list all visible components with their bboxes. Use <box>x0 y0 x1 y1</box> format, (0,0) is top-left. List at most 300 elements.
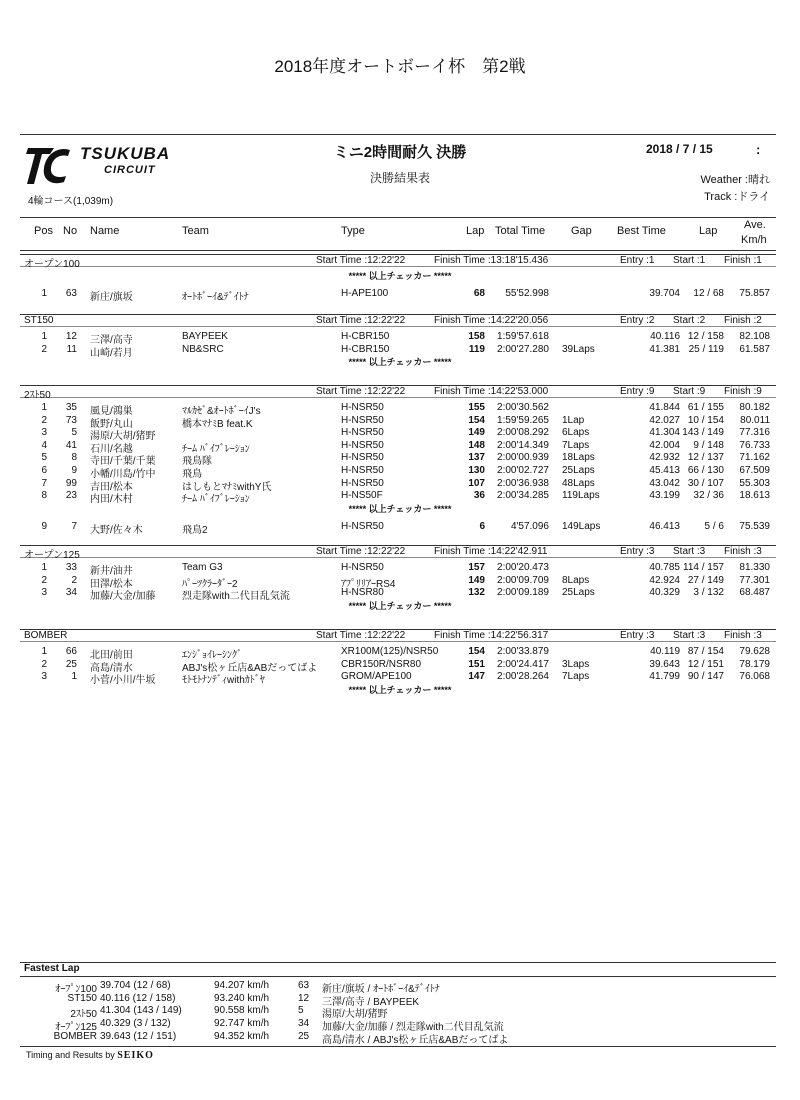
cell-type: ｱﾌﾟﾘﾘｱｰRS4 <box>341 578 396 590</box>
section-start-count: Start :9 <box>673 386 706 397</box>
section-finish-count: Finish :3 <box>724 630 762 641</box>
cell-no: 8 <box>71 452 77 464</box>
fastest-speed: 94.352 km/h <box>214 1030 270 1042</box>
cell-best: 42.027 <box>649 414 680 426</box>
cell-best: 41.844 <box>649 402 680 413</box>
cell-name: 飯野/丸山 <box>90 418 133 430</box>
cell-name: 北田/前田 <box>90 650 133 661</box>
result-row <box>0 440 800 453</box>
column-header-bottom-rule <box>20 250 776 251</box>
cell-gap: 18Laps <box>562 452 595 464</box>
cell-best: 40.119 <box>650 646 680 657</box>
cell-total: 2:00'30.562 <box>497 402 549 413</box>
fastest-info: 三澤/高寺 / BAYPEEK <box>322 996 420 1008</box>
section-start-time: Start Time :12:22'22 <box>316 386 406 397</box>
cell-best: 42.004 <box>649 439 680 451</box>
checker-note: ***** 以上チェッカー ***** <box>348 357 452 368</box>
fastest-info: 高島/清水 / ABJ's松ヶ丘店&ABだってばよ <box>322 1034 509 1046</box>
cell-no: 34 <box>65 587 77 599</box>
race-title: ミニ2時間耐久 決勝 <box>333 144 467 161</box>
cell-bestlap: 143 / 149 <box>682 427 724 439</box>
cell-pos: 9 <box>41 520 47 532</box>
cell-no: 9 <box>71 465 77 476</box>
cell-name: 寺田/千葉/千葉 <box>90 456 156 468</box>
fastest-lap-box <box>20 962 776 963</box>
cell-total: 2:00'02.727 <box>497 465 549 476</box>
cell-ave: 79.628 <box>739 646 770 657</box>
cell-ave: 81.330 <box>739 562 770 573</box>
cell-gap: 1Lap <box>562 414 585 426</box>
section-entry-count: Entry :3 <box>620 630 655 641</box>
cell-ave: 76.068 <box>739 671 770 683</box>
cell-total: 2:00'24.417 <box>497 658 549 670</box>
cell-team: 橋本ﾏﾅﾐB feat.K <box>182 418 253 430</box>
section-finish-time: Finish Time :14:22'56.317 <box>434 630 549 641</box>
result-row <box>0 562 800 575</box>
cell-type: H-NSR50 <box>341 465 384 476</box>
cell-type: H-NSR50 <box>341 452 384 464</box>
cell-pos: 3 <box>41 671 47 683</box>
time-colon: : <box>756 142 761 157</box>
cell-lap: 157 <box>468 562 485 573</box>
cell-total: 2:00'14.349 <box>497 439 549 451</box>
fastest-info: 湯原/大胡/猪野 <box>322 1009 388 1021</box>
section-entry-count: Entry :2 <box>620 315 655 326</box>
cell-team: ﾁｰﾑ ﾊﾞｲﾌﾞﾚｰｼｮﾝ <box>182 443 250 455</box>
cell-bestlap: 27 / 149 <box>687 574 724 586</box>
cell-no: 5 <box>71 427 77 439</box>
cell-gap: 25Laps <box>562 587 595 599</box>
cell-best: 40.116 <box>650 331 680 342</box>
cell-type: H-NSR50 <box>341 439 384 451</box>
cell-total: 4'57.096 <box>510 520 549 532</box>
fastest-lap-bottom-rule <box>20 1046 776 1047</box>
cell-ave: 61.587 <box>739 343 770 355</box>
col-lap: Lap <box>466 225 485 237</box>
result-row <box>0 452 800 468</box>
footer-prefix: Timing and Results by <box>26 1050 118 1060</box>
col-kmh: Km/h <box>741 234 767 246</box>
cell-gap: 7Laps <box>562 671 590 683</box>
section-start-count: Start :2 <box>673 315 706 326</box>
cell-lap: 154 <box>468 414 485 426</box>
section-start-count: Start :3 <box>673 630 706 641</box>
cell-team: ABJ's松ヶ丘店&ABだってばよ <box>182 662 318 674</box>
col-best-lap: Lap <box>699 225 718 237</box>
fastest-cls: ｵｰﾌﾟﾝ100 <box>55 984 97 995</box>
track-condition: Track :ドライ <box>704 191 770 203</box>
cell-name: 新庄/旗坂 <box>90 292 133 303</box>
cell-pos: 1 <box>41 288 47 299</box>
cell-bestlap: 66 / 130 <box>687 465 724 476</box>
cell-pos: 3 <box>41 427 47 439</box>
cell-lap: 158 <box>468 331 485 342</box>
section-name: BOMBER <box>24 630 68 641</box>
cell-no: 63 <box>65 288 77 299</box>
seiko-brand: SEIKO <box>117 1050 154 1061</box>
cell-best: 46.413 <box>649 520 680 532</box>
section-name: ST150 <box>24 315 54 326</box>
result-row <box>0 465 800 478</box>
fastest-speed: 93.240 km/h <box>214 992 270 1004</box>
result-row <box>0 288 800 301</box>
fastest-no: 34 <box>298 1018 310 1030</box>
cell-pos: 4 <box>41 439 47 451</box>
fastest-time: 40.329 (3 / 132) <box>100 1018 171 1030</box>
result-row <box>0 478 800 491</box>
section-finish-time: Finish Time :14:22'53.000 <box>434 386 549 397</box>
cell-lap: 68 <box>473 288 485 299</box>
result-row <box>0 402 800 415</box>
section-name: オープン100 <box>24 259 80 270</box>
cell-best: 39.643 <box>649 658 680 670</box>
cell-ave: 78.179 <box>739 658 770 670</box>
cell-bestlap: 10 / 154 <box>687 414 724 426</box>
cell-ave: 55.303 <box>739 477 770 489</box>
cell-total: 2:00'08.292 <box>497 427 549 439</box>
cell-best: 42.924 <box>649 574 680 586</box>
cell-bestlap: 5 / 6 <box>704 520 724 532</box>
cell-ave: 68.487 <box>739 587 770 599</box>
cell-pos: 3 <box>41 587 47 599</box>
result-row <box>0 521 800 534</box>
fastest-cls: 2ｽﾄ50 <box>70 1009 97 1021</box>
cell-name: 小菅/小川/牛坂 <box>90 675 156 687</box>
cell-total: 2:00'28.264 <box>497 671 549 683</box>
cell-gap: 39Laps <box>562 343 595 355</box>
cell-total: 2:00'36.938 <box>497 477 549 489</box>
section-start-time: Start Time :12:22'22 <box>316 630 406 641</box>
cell-lap: 149 <box>468 427 485 439</box>
cell-name: 湯原/大胡/猪野 <box>90 431 156 443</box>
cell-lap: 147 <box>468 671 485 683</box>
fastest-cls: BOMBER <box>53 1030 97 1042</box>
cell-name: 高島/清水 <box>90 662 133 674</box>
fastest-speed: 94.207 km/h <box>214 980 270 991</box>
cell-gap: 48Laps <box>562 477 595 489</box>
cell-type: H-APE100 <box>341 288 389 299</box>
fastest-time: 40.116 (12 / 158) <box>100 992 176 1004</box>
col-team: Team <box>182 225 209 237</box>
document-title: 2018年度オートボーイ杯 第2戦 <box>274 57 526 76</box>
cell-best: 42.932 <box>649 452 680 464</box>
cell-ave: 80.182 <box>739 402 770 413</box>
cell-no: 12 <box>65 331 77 342</box>
cell-type: H-NSR50 <box>341 477 384 489</box>
cell-pos: 6 <box>41 465 47 476</box>
fastest-cls: ｵｰﾌﾟﾝ125 <box>55 1022 97 1034</box>
cell-total: 2:00'00.939 <box>497 452 549 464</box>
cell-no: 35 <box>65 402 77 413</box>
col-total-time: Total Time <box>495 225 546 237</box>
cell-type: H-NS50F <box>341 490 383 502</box>
section-start-time: Start Time :12:22'22 <box>316 315 406 326</box>
cell-type: H-CBR150 <box>341 331 390 342</box>
section-finish-time: Finish Time :14:22'20.056 <box>434 315 549 326</box>
cell-gap: 3Laps <box>562 658 590 670</box>
fastest-no: 12 <box>298 992 310 1004</box>
cell-ave: 71.162 <box>739 452 770 464</box>
cell-lap: 149 <box>468 574 485 586</box>
cell-total: 2:00'09.189 <box>497 587 549 599</box>
weather: Weather :晴れ <box>700 174 770 186</box>
col-pos: Pos <box>34 225 53 237</box>
cell-type: H-NSR50 <box>341 427 384 439</box>
cell-best: 41.304 <box>649 427 680 439</box>
cell-no: 23 <box>65 490 77 502</box>
cell-gap: 25Laps <box>562 465 595 476</box>
cell-gap: 8Laps <box>562 574 590 586</box>
cell-team: Team G3 <box>182 562 223 573</box>
cell-bestlap: 25 / 119 <box>688 343 724 355</box>
cell-lap: 130 <box>468 465 485 476</box>
cell-total: 55'52.998 <box>505 288 549 299</box>
cell-total: 2:00'09.709 <box>497 574 549 586</box>
cell-type: H-NSR50 <box>341 402 384 413</box>
fastest-lap-row <box>0 980 800 995</box>
cell-bestlap: 12 / 68 <box>693 288 724 299</box>
fastest-info: 加藤/大金/加藤 / 烈走隊with二代目乱気流 <box>322 1022 504 1034</box>
section-header-underline <box>20 326 776 327</box>
cell-total: 1:59'59.265 <box>497 414 549 426</box>
checker-note: ***** 以上チェッカー ***** <box>348 684 452 695</box>
cell-name: 吉田/松本 <box>90 481 133 493</box>
cell-ave: 75.539 <box>739 520 770 532</box>
cell-no: 73 <box>65 414 77 426</box>
cell-no: 25 <box>65 658 77 670</box>
fastest-lap-row <box>0 1030 800 1046</box>
cell-type: H-NSR80 <box>341 587 384 599</box>
cell-team: 飛鳥 <box>182 469 202 480</box>
col-ave: Ave. <box>744 219 766 231</box>
cell-no: 33 <box>65 562 77 573</box>
cell-total: 2:00'20.473 <box>497 562 549 573</box>
result-row <box>0 575 800 588</box>
cell-team: はしもとﾏﾅﾐwithY氏 <box>182 481 272 493</box>
fastest-no: 25 <box>298 1030 310 1042</box>
fastest-time: 39.704 (12 / 68) <box>100 980 171 991</box>
cell-best: 43.042 <box>649 477 680 489</box>
cell-ave: 67.509 <box>739 465 770 476</box>
section-entry-count: Entry :3 <box>620 546 655 557</box>
cell-total: 2:00'27.280 <box>497 343 549 355</box>
cell-no: 66 <box>65 646 77 657</box>
cell-name: 大野/佐々木 <box>90 524 143 536</box>
cell-pos: 1 <box>41 331 47 342</box>
cell-bestlap: 32 / 36 <box>693 490 724 502</box>
cell-bestlap: 114 / 157 <box>683 562 724 573</box>
cell-no: 2 <box>71 574 77 586</box>
cell-type: H-NSR50 <box>341 562 384 573</box>
section-name: 2ｽﾄ50 <box>24 390 51 401</box>
cell-type: H-NSR50 <box>341 520 384 532</box>
col-no: No <box>63 225 78 237</box>
race-date: 2018 / 7 / 15 <box>646 142 713 156</box>
cell-best: 41.799 <box>649 671 680 683</box>
cell-pos: 2 <box>41 343 47 355</box>
section-entry-count: Entry :1 <box>620 255 655 266</box>
section-header-underline <box>20 557 776 558</box>
cell-bestlap: 3 / 132 <box>693 587 724 599</box>
cell-team: ﾓﾄﾓﾄﾅﾝﾃﾞｨwithｶﾄﾞﾔ <box>182 675 265 687</box>
cell-lap: 154 <box>468 646 485 657</box>
cell-best: 39.704 <box>649 288 680 299</box>
cell-team: 飛鳥隊 <box>182 456 212 468</box>
col-best-time: Best Time <box>617 225 666 237</box>
cell-best: 40.785 <box>649 562 680 573</box>
cell-bestlap: 61 / 155 <box>687 402 724 413</box>
cell-team: ｴﾝｼﾞｮｲﾚｰｼﾝｸﾞ <box>182 650 242 661</box>
cell-type: GROM/APE100 <box>341 671 412 683</box>
cell-lap: 137 <box>468 452 485 464</box>
checker-note: ***** 以上チェッカー ***** <box>348 271 452 281</box>
fastest-lap-row <box>0 1018 800 1034</box>
cell-name: 山崎/若月 <box>90 347 133 359</box>
result-row <box>0 331 800 344</box>
section-start-time: Start Time :12:22'22 <box>316 255 406 266</box>
cell-name: 新井/油井 <box>90 566 133 577</box>
course-info: 4輪コース(1,039m) <box>28 196 114 207</box>
cell-team: ｵｰﾄﾎﾞｰｲ&ﾃﾞｲﾄﾅ <box>182 292 249 303</box>
header-top-rule <box>20 134 776 135</box>
cell-team: BAYPEEK <box>182 331 228 342</box>
cell-lap: 6 <box>479 520 485 532</box>
cell-pos: 5 <box>41 452 47 464</box>
cell-gap: 149Laps <box>562 520 601 532</box>
fastest-lap-rule <box>20 976 776 977</box>
cell-bestlap: 90 / 147 <box>687 671 724 683</box>
cell-gap: 7Laps <box>562 439 590 451</box>
cell-bestlap: 12 / 137 <box>687 452 724 464</box>
cell-name: 三澤/高寺 <box>90 335 133 346</box>
cell-team: ﾊﾟｰﾂｸﾗｰﾀﾞｰ2 <box>182 578 238 590</box>
cell-total: 1:59'57.618 <box>497 331 549 342</box>
cell-type: CBR150R/NSR80 <box>341 658 422 670</box>
fastest-no: 63 <box>298 980 310 991</box>
fastest-lap-title: Fastest Lap <box>24 963 80 974</box>
cell-ave: 82.108 <box>739 331 770 342</box>
cell-best: 41.381 <box>649 343 680 355</box>
result-row <box>0 659 800 672</box>
cell-pos: 8 <box>41 490 47 502</box>
cell-gap: 119Laps <box>562 490 600 502</box>
cell-lap: 148 <box>468 439 485 451</box>
fastest-speed: 90.558 km/h <box>214 1005 270 1017</box>
cell-name: 小幡/川島/竹中 <box>90 469 156 480</box>
result-row <box>0 646 800 659</box>
section-finish-count: Finish :9 <box>724 386 762 397</box>
cell-no: 99 <box>65 477 77 489</box>
fastest-info: 新庄/旗坂 / ｵｰﾄﾎﾞｰｲ&ﾃﾞｲﾄﾅ <box>322 984 440 995</box>
cell-name: 内田/木村 <box>90 494 133 506</box>
section-finish-time: Finish Time :14:22'42.911 <box>434 546 548 557</box>
section-start-count: Start :3 <box>673 546 706 557</box>
cell-type: XR100M(125)/NSR50 <box>341 646 439 657</box>
cell-team: NB&SRC <box>182 343 224 355</box>
cell-no: 7 <box>71 520 77 532</box>
cell-name: 風見/鴻巣 <box>90 406 133 417</box>
cell-bestlap: 87 / 154 <box>687 646 724 657</box>
cell-gap: 6Laps <box>562 427 590 439</box>
cell-lap: 132 <box>468 587 485 599</box>
fastest-time: 39.643 (12 / 151) <box>100 1030 177 1042</box>
cell-name: 石川/名越 <box>90 443 133 455</box>
cell-lap: 36 <box>473 490 485 502</box>
fastest-lap-row <box>0 1005 800 1021</box>
cell-pos: 2 <box>41 574 47 586</box>
fastest-cls: ST150 <box>67 992 97 1004</box>
cell-lap: 107 <box>468 477 485 489</box>
cell-ave: 77.316 <box>739 427 770 439</box>
cell-lap: 155 <box>468 402 485 413</box>
fastest-speed: 92.747 km/h <box>214 1018 270 1030</box>
result-row <box>0 415 800 428</box>
cell-ave: 80.011 <box>740 414 770 426</box>
section-start-time: Start Time :12:22'22 <box>316 546 406 557</box>
col-name: Name <box>90 225 120 237</box>
results-subtitle: 決勝結果表 <box>369 171 430 185</box>
section-start-count: Start :1 <box>673 255 706 266</box>
cell-pos: 2 <box>41 658 47 670</box>
cell-pos: 1 <box>41 562 47 573</box>
cell-best: 40.329 <box>649 587 680 599</box>
col-gap: Gap <box>571 225 592 237</box>
cell-pos: 2 <box>41 414 47 426</box>
cell-no: 1 <box>71 671 77 683</box>
cell-best: 43.199 <box>649 490 680 502</box>
cell-type: H-CBR150 <box>341 343 390 355</box>
section-header-underline <box>20 397 776 398</box>
cell-no: 11 <box>66 343 77 355</box>
footer <box>26 1050 154 1061</box>
cell-bestlap: 30 / 107 <box>687 477 724 489</box>
cell-team: ﾁｰﾑ ﾊﾞｲﾌﾞﾚｰｼｮﾝ <box>182 494 250 506</box>
cell-team: 烈走隊with二代目乱気流 <box>182 591 290 603</box>
cell-ave: 75.857 <box>739 288 770 299</box>
fastest-time: 41.304 (143 / 149) <box>100 1005 182 1017</box>
logo-text-circuit: CIRCUIT <box>104 164 156 176</box>
section-finish-count: Finish :1 <box>724 255 762 266</box>
section-header-underline <box>20 266 776 267</box>
result-row <box>0 427 800 443</box>
cell-name: 田澤/松本 <box>90 578 133 590</box>
cell-bestlap: 12 / 158 <box>687 331 724 342</box>
fastest-lap-row <box>0 992 800 1008</box>
cell-team: ﾏﾙｶｾﾞ&ｵｰﾄﾎﾞｰｲJ's <box>182 406 261 417</box>
fastest-no: 5 <box>298 1005 304 1017</box>
cell-total: 2:00'33.879 <box>497 646 549 657</box>
checker-note: ***** 以上チェッカー ***** <box>348 600 452 611</box>
cell-ave: 76.733 <box>739 439 770 451</box>
cell-lap: 119 <box>468 343 485 355</box>
cell-pos: 1 <box>41 646 47 657</box>
cell-lap: 151 <box>468 658 485 670</box>
cell-best: 45.413 <box>649 465 680 476</box>
cell-bestlap: 9 / 148 <box>693 439 724 451</box>
section-finish-time: Finish Time :13:18'15.436 <box>434 255 549 266</box>
cell-name: 加藤/大金/加藤 <box>90 591 156 603</box>
cell-type: H-NSR50 <box>341 414 384 426</box>
cell-total: 2:00'34.285 <box>497 490 549 502</box>
section-finish-count: Finish :3 <box>724 546 762 557</box>
cell-no: 41 <box>65 439 77 451</box>
cell-bestlap: 12 / 151 <box>687 658 724 670</box>
cell-pos: 7 <box>41 477 47 489</box>
col-type: Type <box>341 225 365 237</box>
cell-team: 飛鳥2 <box>182 524 208 536</box>
cell-ave: 77.301 <box>739 574 770 586</box>
cell-ave: 18.613 <box>739 490 770 502</box>
